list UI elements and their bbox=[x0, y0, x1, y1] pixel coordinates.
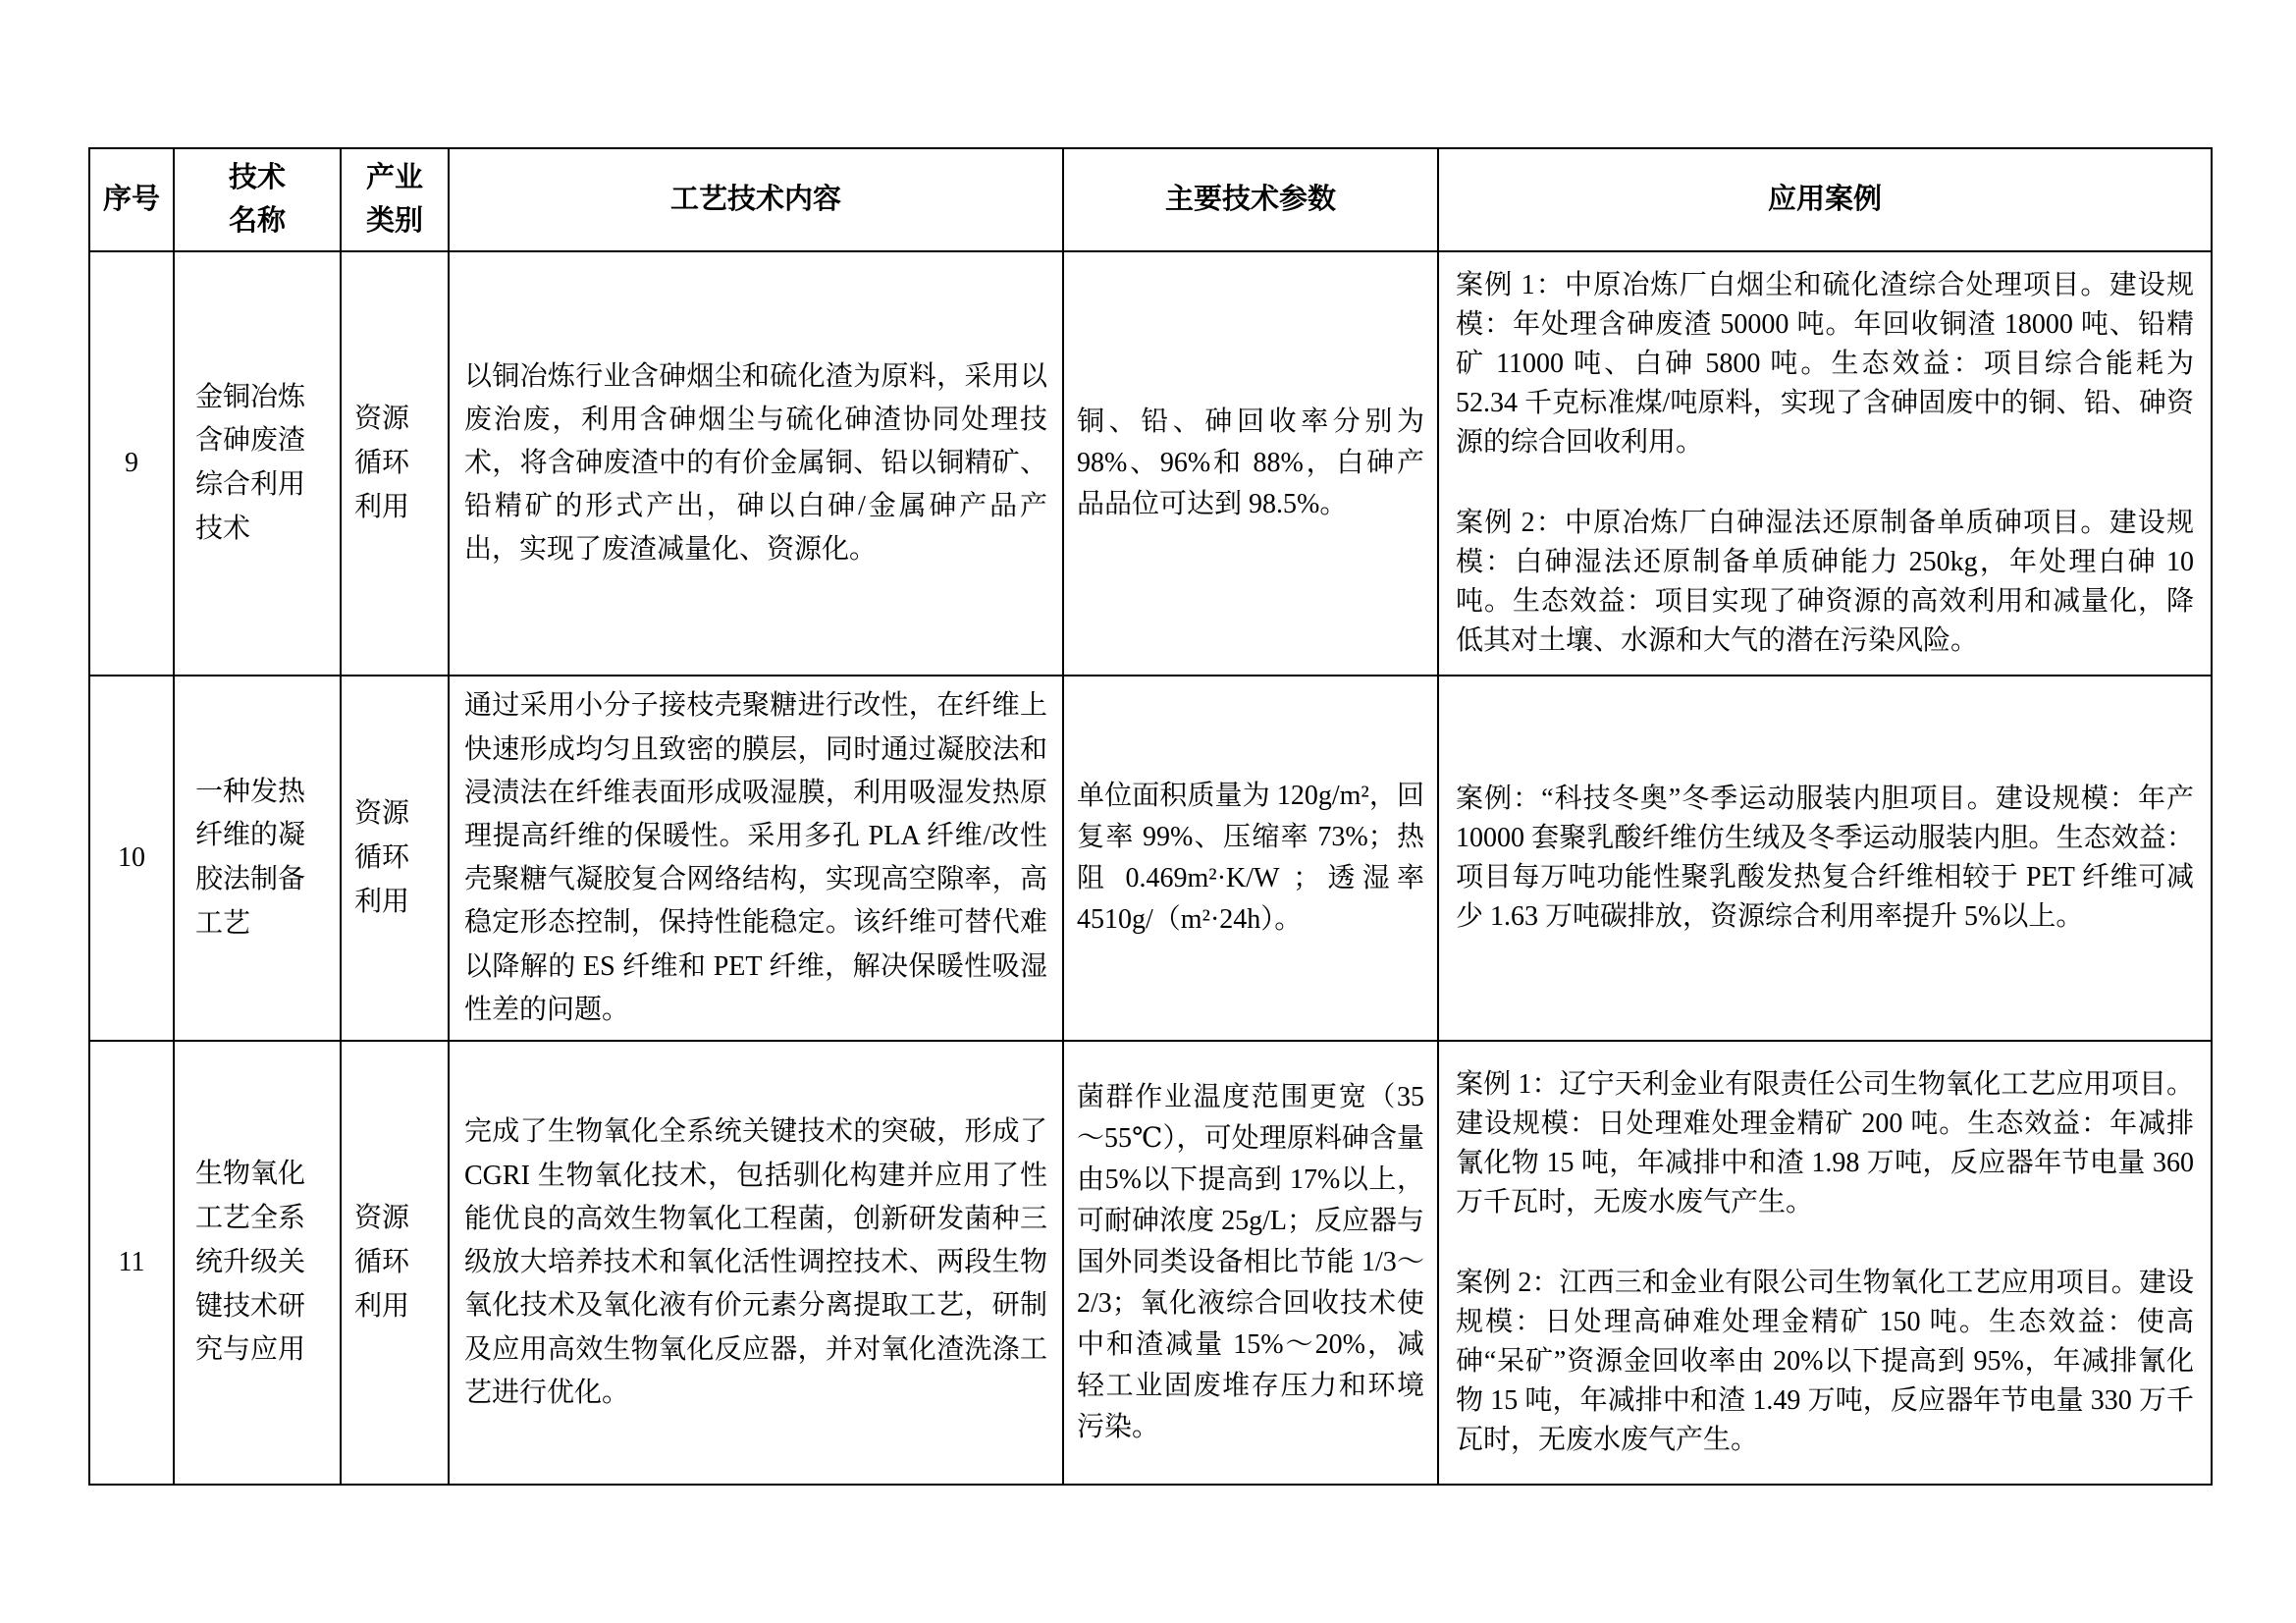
case-paragraph: 案例 1：中原冶炼厂白烟尘和硫化渣综合处理项目。建设规模：年处理含砷废渣 50000 吨。年回收铜渣 18000 吨、铅精矿 11000 吨、白砷 5800 吨。生态效益：项目综合能耗为 52.34 千克标准煤/吨原料，实现了含砷固废中的铜、铅、砷资源的综合回收利用。 bbox=[1456, 270, 2194, 459]
row10-parameters: 单位面积质量为 120g/m²，回复率 99%、压缩率 73%；热阻 0.469m²·K/W ；透湿率 4510g/（m²·24h）。 bbox=[1063, 676, 1438, 1041]
col-header-content bbox=[449, 148, 1063, 251]
header-cases-label: 应用案例 bbox=[1767, 183, 1882, 215]
row10-number: 10 bbox=[89, 676, 174, 1041]
case-paragraph: 案例 2：江西三和金业有限公司生物氧化工艺应用项目。建设规模：日处理高砷难处理金精矿 150 吨。生态效益：使高砷“呆矿”资源金回收率由 20%以下提高到 95%，年减排氰化物 15 吨，年减排中和渣 1.49 万吨，反应器年节电量 330 万千瓦时，无废水废气产生。 bbox=[1456, 1268, 2194, 1456]
row10-category: 资源循环利用 bbox=[341, 676, 449, 1041]
row9-number: 9 bbox=[89, 251, 174, 676]
table-row bbox=[89, 251, 2212, 676]
table-row bbox=[89, 1041, 2212, 1485]
col-header-params bbox=[1063, 148, 1438, 251]
row11-category: 资源循环利用 bbox=[341, 1041, 449, 1485]
row10-tech-name: 一种发热纤维的凝胶法制备工艺 bbox=[174, 676, 341, 1041]
row9-process-content: 以铜冶炼行业含砷烟尘和硫化渣为原料，采用以废治废，利用含砷烟尘与硫化砷渣协同处理技术，将含砷废渣中的有价金属铜、铅以铜精矿、铅精矿的形式产出，砷以白砷/金属砷产品产出，实现了废渣减量化、资源化。 bbox=[449, 251, 1063, 676]
case-paragraph: 案例 1：辽宁天利金业有限责任公司生物氧化工艺应用项目。建设规模：日处理难处理金精矿 200 吨。生态效益：年减排氰化物 15 吨，年减排中和渣 1.98 万吨，反应器年节电量 360 万千瓦时，无废水废气产生。 bbox=[1456, 1069, 2194, 1218]
row11-number: 11 bbox=[89, 1041, 174, 1485]
row11-application-cases bbox=[1438, 1041, 2212, 1485]
row9-application-cases bbox=[1438, 251, 2212, 676]
row10-application-cases bbox=[1438, 676, 2212, 1041]
col-header-cases bbox=[1438, 148, 2212, 251]
header-no-label: 序号 bbox=[102, 183, 160, 215]
col-header-category bbox=[341, 148, 449, 251]
header-category-line1: 产业 bbox=[365, 162, 423, 193]
case-paragraph: 案例：“科技冬奥”冬季运动服装内胆项目。建设规模：年产 10000 套聚乳酸纤维仿生绒及冬季运动服装内胆。生态效益：项目每万吨功能性聚乳酸发热复合纤维相较于 PET 纤维可减少 1.63 万吨碳排放，资源综合利用率提升 5%以上。 bbox=[1456, 784, 2194, 933]
row9-parameters: 铜、铅、砷回收率分别为 98%、96%和 88%，白砷产品品位可达到 98.5%。 bbox=[1063, 251, 1438, 676]
table-row bbox=[89, 676, 2212, 1041]
row9-category: 资源循环利用 bbox=[341, 251, 449, 676]
row11-process-content: 完成了生物氧化全系统关键技术的突破，形成了 CGRI 生物氧化技术，包括驯化构建并应用了性能优良的高效生物氧化工程菌，创新研发菌种三级放大培养技术和氧化活性调控技术、两段生物氧化技术及氧化液有价元素分离提取工艺，研制及应用高效生物氧化反应器，并对氧化渣洗涤工艺进行优化。 bbox=[449, 1041, 1063, 1485]
row11-parameters: 菌群作业温度范围更宽（35～55℃），可处理原料砷含量由5%以下提高到 17%以上，可耐砷浓度 25g/L；反应器与国外同类设备相比节能 1/3～2/3；氧化液综合回收技术使中和渣减量 15%～20%，减轻工业固废堆存压力和环境污染。 bbox=[1063, 1041, 1438, 1485]
row9-tech-name: 金铜冶炼含砷废渣综合利用技术 bbox=[174, 251, 341, 676]
header-params-label: 主要技术参数 bbox=[1164, 183, 1336, 215]
col-header-no bbox=[89, 148, 174, 251]
header-row bbox=[89, 148, 2212, 251]
technology-table bbox=[88, 147, 2213, 1486]
row10-process-content: 通过采用小分子接枝壳聚糖进行改性，在纤维上快速形成均匀且致密的膜层，同时通过凝胶法和浸渍法在纤维表面形成吸湿膜，利用吸湿发热原理提高纤维的保暖性。采用多孔 PLA 纤维/改性壳聚糖气凝胶复合网络结构，实现高空隙率，高稳定形态控制，保持性能稳定。该纤维可替代难以降解的 ES 纤维和 PET 纤维，解决保暖性吸湿性差的问题。 bbox=[449, 676, 1063, 1041]
header-name-line2: 名称 bbox=[228, 204, 286, 237]
header-category-line2: 类别 bbox=[365, 204, 423, 237]
col-header-name bbox=[174, 148, 341, 251]
row11-tech-name: 生物氧化工艺全系统升级关键技术研究与应用 bbox=[174, 1041, 341, 1485]
case-paragraph: 案例 2：中原冶炼厂白砷湿法还原制备单质砷项目。建设规模：白砷湿法还原制备单质砷能力 250kg，年处理白砷 10 吨。生态效益：项目实现了砷资源的高效利用和减量化，降低其对土壤、水源和大气的潜在污染风险。 bbox=[1456, 508, 2194, 657]
header-content-label: 工艺技术内容 bbox=[669, 183, 841, 215]
header-name-line1: 技术 bbox=[228, 162, 286, 193]
